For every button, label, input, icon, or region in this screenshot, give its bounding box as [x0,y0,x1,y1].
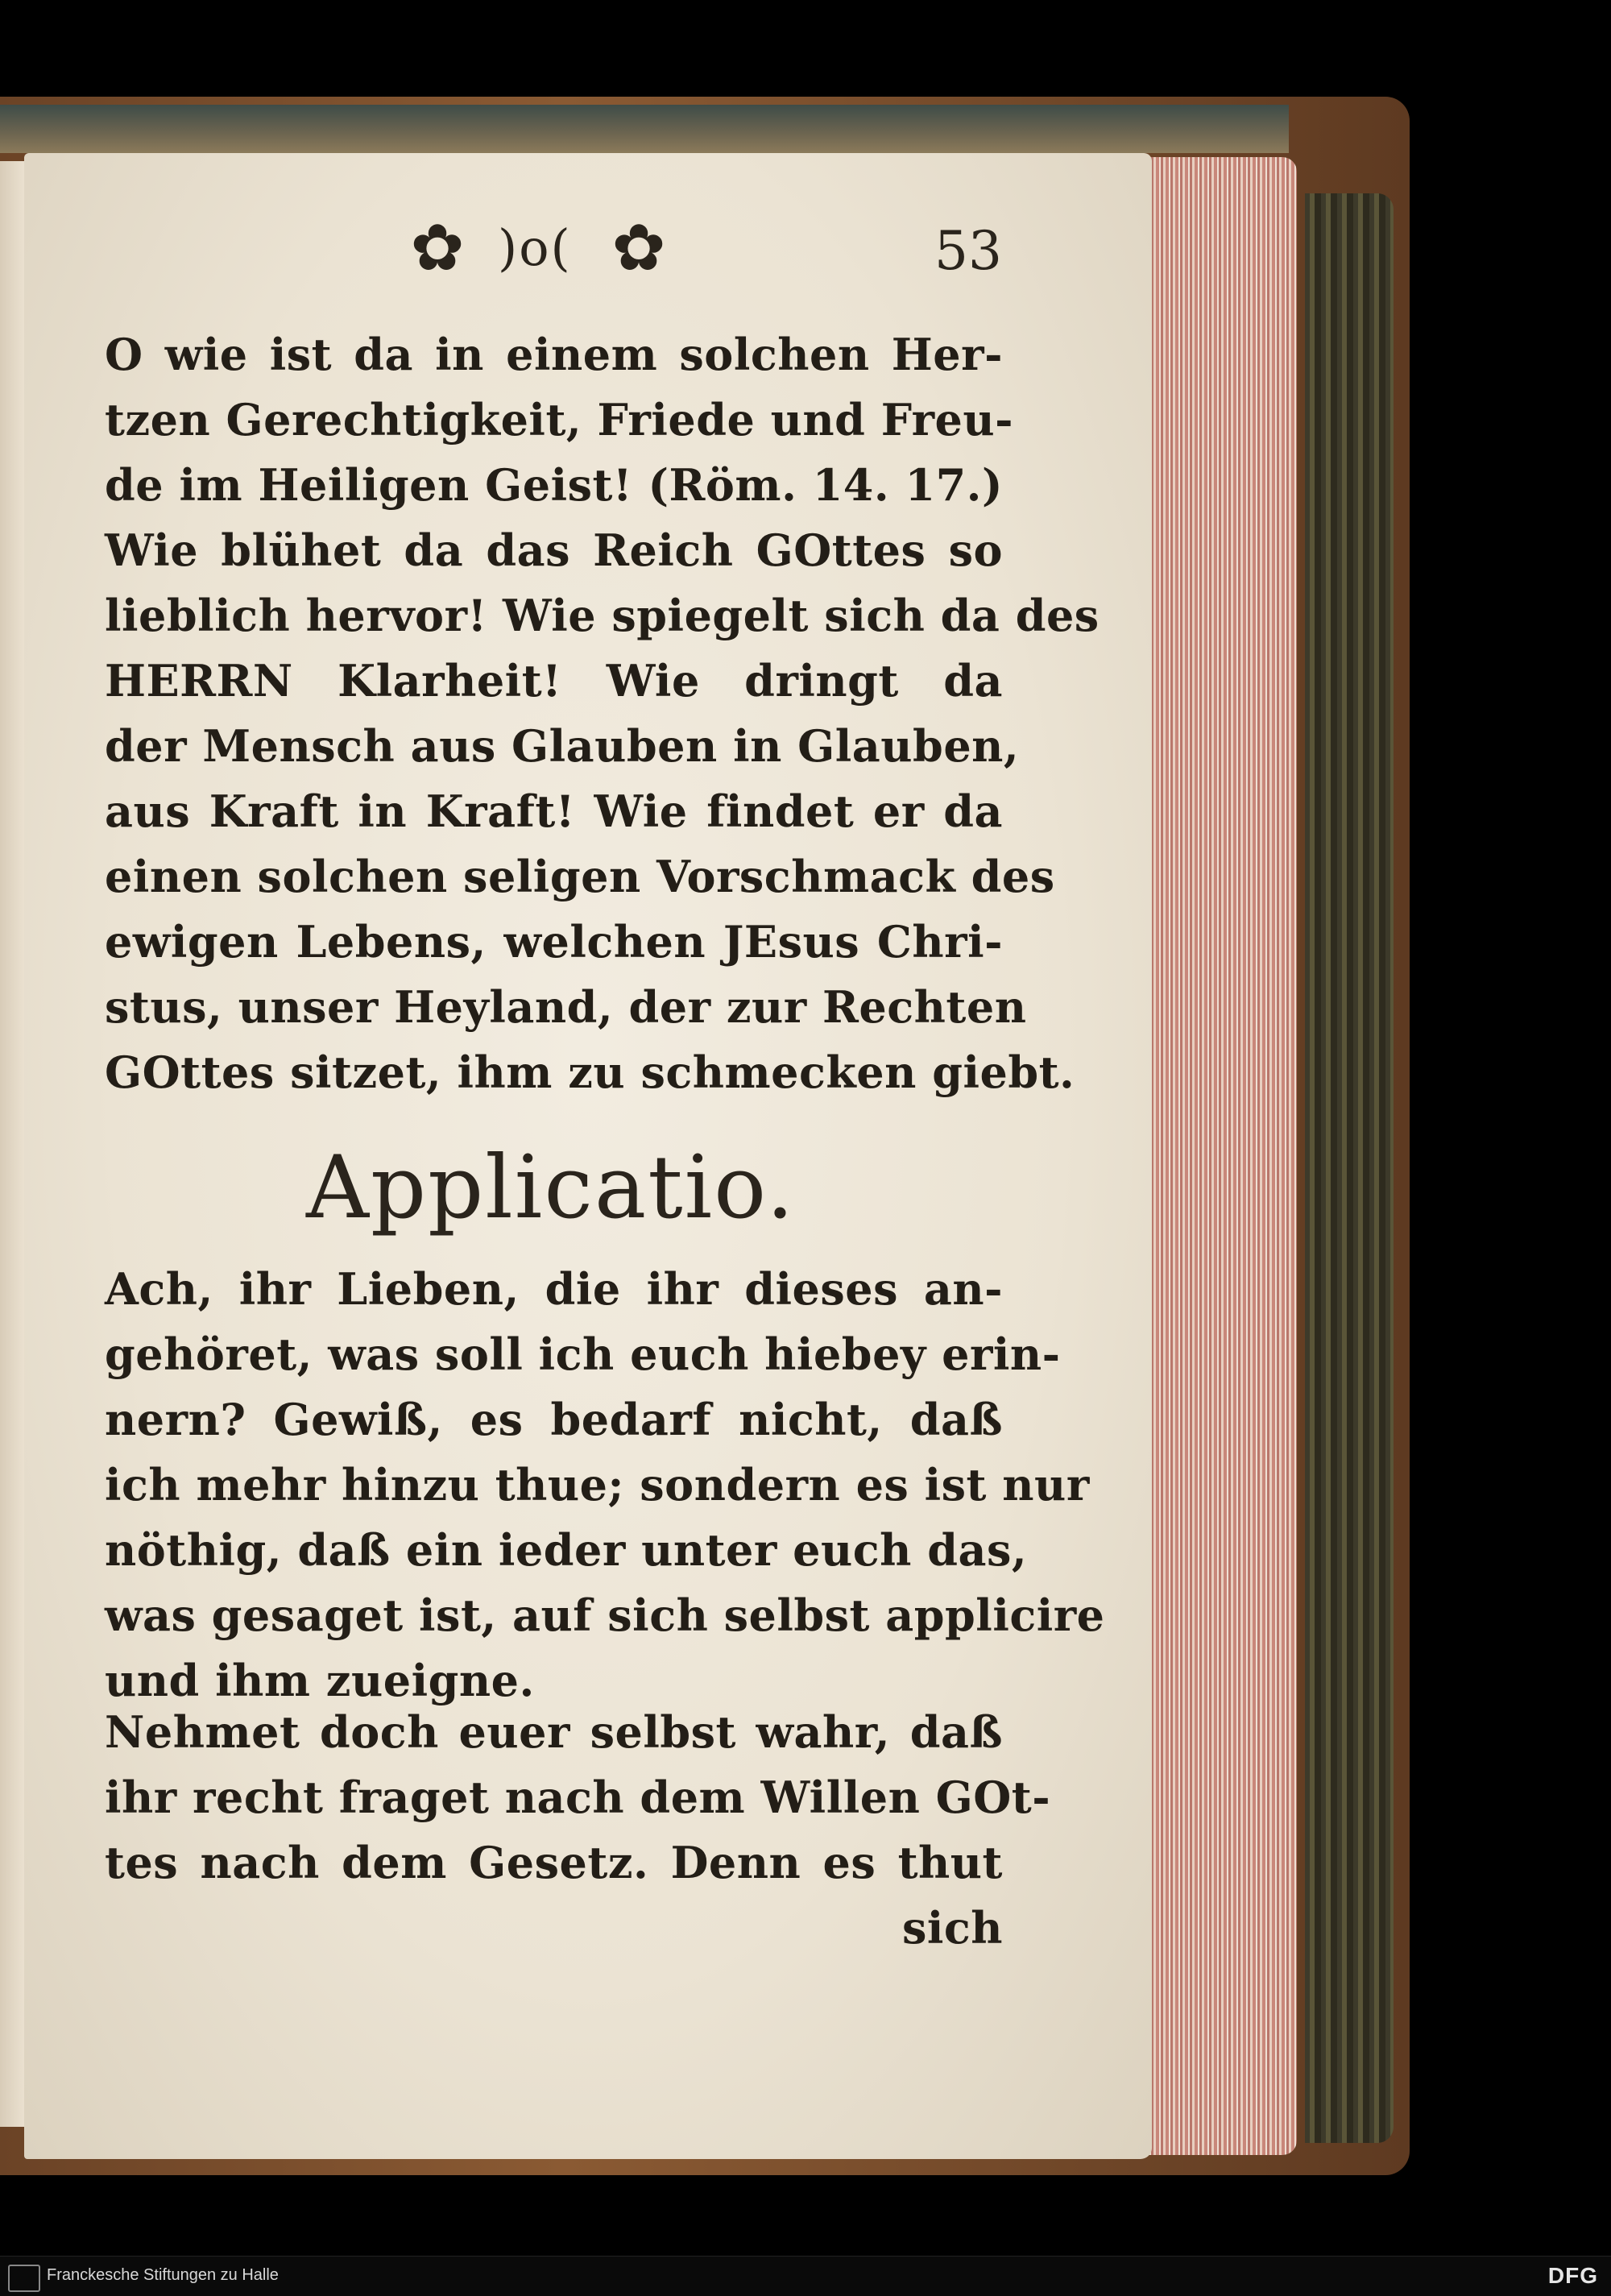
text-line: was gesaget ist, auf sich selbst applicire [105,1589,1105,1641]
book-top-edge [0,105,1289,153]
text-line: ewigen Lebens, welchen JEsus Chri- [105,916,1003,968]
paragraph-3 [105,1700,1051,1961]
paragraph-1 [105,322,1100,1105]
text-line: gehöret, was soll ich euch hiebey erin- [105,1328,1061,1380]
flower-ornament-icon: ✿ [410,210,465,285]
institution-logo-icon [8,2265,40,2292]
viewer-footer [0,2256,1611,2296]
funder-logo: DFG [1547,2263,1598,2288]
text-line: Wie blühet da das Reich GOttes so [105,524,1003,576]
book-spine-edge [1305,193,1394,2143]
page-edges [1144,157,1297,2155]
catchword: sich [901,1902,1003,1954]
paragraph-2 [105,1257,1105,1714]
text-line: O wie ist da in einem solchen Her- [105,329,1003,380]
text-line: tes nach dem Gesetz. Denn es thut [105,1837,1003,1888]
text-line: tzen Gerechtigkeit, Friede und Freu- [105,394,1014,446]
text-line: ihr recht fraget nach dem Willen GOt- [105,1772,1051,1823]
institution-name: Franckesche Stiftungen zu Halle [47,2266,279,2284]
page-number: 53 [934,220,1002,282]
text-line: lieblich hervor! Wie spiegelt sich da des [105,590,1100,641]
text-line: Ach, ihr Lieben, die ihr dieses an- [105,1263,1003,1315]
text-line: stus, unser Heyland, der zur Rechten [105,981,1027,1033]
text-line: ich mehr hinzu thue; sondern es ist nur [105,1459,1090,1511]
page-header [403,210,1015,286]
text-line: und ihm zueigne. [105,1655,535,1706]
text-line: nöthig, daß ein ieder unter euch das, [105,1524,1028,1576]
text-line: aus Kraft in Kraft! Wie findet er da [105,785,1003,837]
text-line: GOttes sitzet, ihm zu schmecken giebt. [105,1046,1075,1098]
text-line: HERRN Klarheit! Wie dringt da [105,655,1003,707]
text-line: Nehmet doch euer selbst wahr, daß [105,1706,1003,1758]
text-line: de im Heiligen Geist! (Röm. 14. 17.) [105,459,1003,511]
center-ornament: )o( [498,218,572,277]
section-heading: Applicatio. [306,1138,796,1238]
text-line: einen solchen seligen Vorschmack des [105,851,1055,902]
flower-ornament-icon: ✿ [611,210,666,285]
text-line: nern? Gewiß, es bedarf nicht, daß [105,1394,1003,1445]
text-line: der Mensch aus Glauben in Glauben, [105,720,1020,772]
